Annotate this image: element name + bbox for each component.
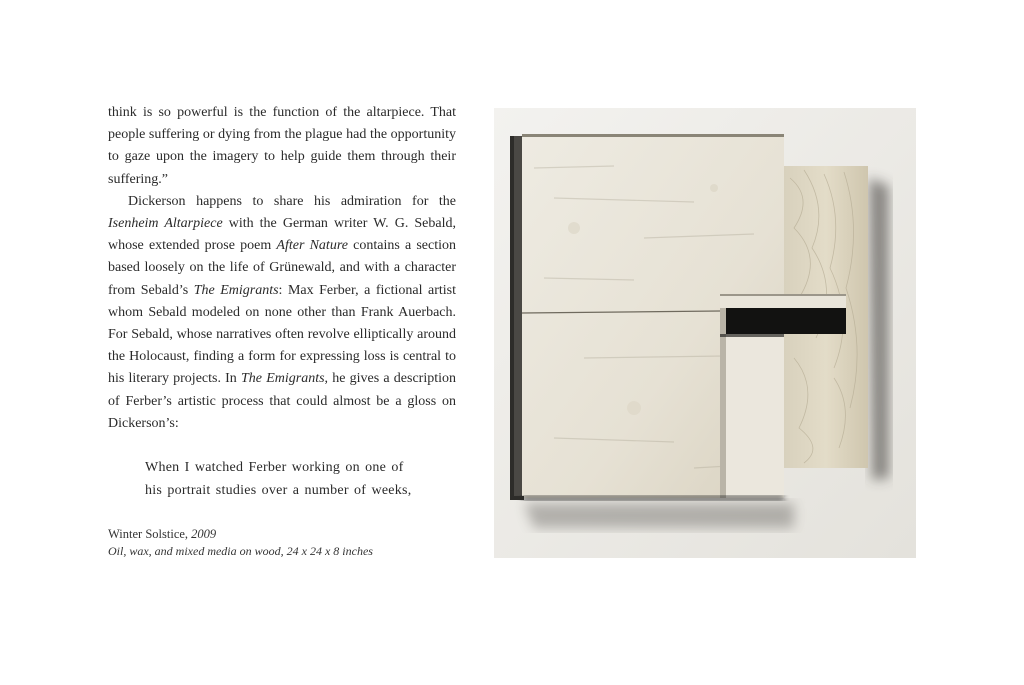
p2-text-2: with the German writer W. G. Sebald, whose extended prose poem — [108, 216, 456, 254]
artwork-photo — [494, 108, 916, 558]
p2-text-3: contains a section based loosely on the life of Grünewald, and with a character from Sebald’s — [108, 238, 457, 298]
caption-title: Winter Solstice, — [108, 527, 192, 541]
wood-shadow — [869, 178, 889, 480]
p2-title-emigrants-2: The Emigrants — [241, 371, 325, 387]
quote-line-2: his portrait studies over a number of weeks, — [145, 482, 412, 498]
body-text-column — [108, 102, 456, 502]
raised-block — [720, 334, 784, 498]
paragraph-1: think is so powerful is the function of the altarpiece. That people suffering or dying from the plague had the opportunity to gaze upon the imagery to help guide them through their suffering.” — [108, 105, 456, 187]
cast-shadow — [524, 503, 794, 528]
p2-text-5: , he gives a description of Ferber’s artistic process that could almost be a gloss on Dickerson’s: — [108, 371, 456, 431]
block-quote — [145, 457, 445, 502]
paragraph-2 — [108, 191, 456, 435]
caption-year: 2009 — [191, 527, 217, 541]
p2-text-1: Dickerson happens to share his admiration for the — [128, 193, 456, 209]
quote-line-1: When I watched Ferber working on one of — [145, 460, 404, 476]
p2-text-4: : Max Ferber, a fictional artist whom Sebald modeled on none other than Frank Auerbach. For Sebald, whose narratives often revolve elliptically around the Holocaust, finding a form for expressing loss is central to his literary projects. In — [108, 282, 456, 387]
artwork-caption — [108, 526, 373, 560]
slot-shadow — [720, 308, 846, 334]
caption-details: Oil, wax, and mixed media on wood, 24 x 24 x 8 inches — [108, 544, 373, 558]
caption-title-line — [108, 526, 373, 543]
p2-title-after-nature: After Nature — [276, 238, 348, 254]
p2-title-isenheim: Isenheim Altarpiece — [108, 216, 223, 232]
p2-title-emigrants-1: The Emigrants — [193, 282, 279, 298]
